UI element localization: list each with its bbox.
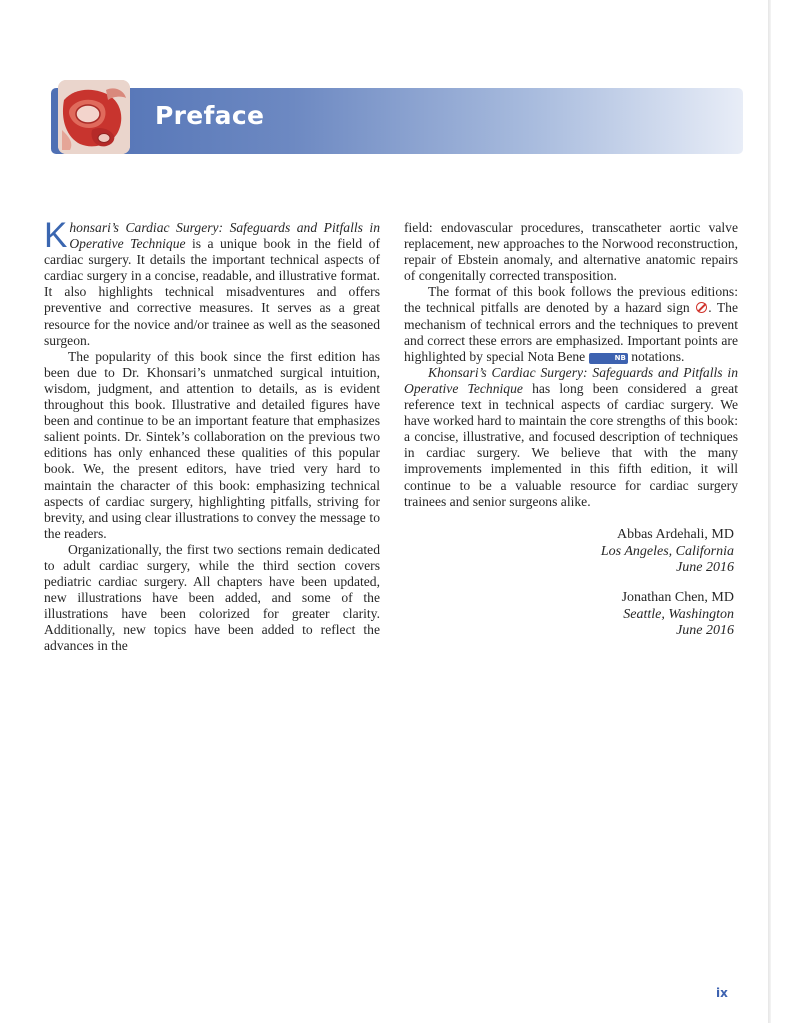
- signature-name: Jonathan Chen, MD: [621, 590, 734, 605]
- paragraph: [404, 365, 738, 510]
- signature-date: June 2016: [676, 560, 734, 575]
- paragraph-text: . The mechanism of technical errors and the techniques to prevent and correct these errors are emphasized. Important points are highlighted by special Nota Bene: [404, 300, 739, 364]
- book-title-italic: honsari’s Cardiac Surgery: Safeguards and Pitfalls in Operative Technique: [69, 220, 380, 252]
- signature-date: June 2016: [676, 623, 734, 638]
- signature-block: [622, 590, 734, 640]
- signature-place: Seattle, Washington: [623, 606, 734, 622]
- paragraph: The popularity of this book since the first edition has been due to Dr. Khonsari’s unmatched surgical intuition, wisdom, judgment, and attention to details, as is evident throughout this book. Illustrative and detailed figures have been and continue to be an important feature that emphasizes salient points. Dr. Sintek’s collaboration on the previous two editions has only enhanced these qualities of this popular book. We, the present editors, have tried very hard to maintain the character of this book: emphasizing technical aspects of cardiac surgery, highlighting pitfalls, striving for brevity, and using clear illustrations to convey the message to the readers.: [44, 348, 380, 541]
- book-title-italic: Khonsari’s Cardiac Surgery: Safeguards and Pitfalls in Operative Technique: [404, 364, 738, 396]
- dropcap-letter: K: [44, 216, 68, 255]
- paragraph: Organizationally, the first two sections remain dedicated to adult cardiac surgery, while the third section covers pediatric cardiac surgery. All chapters have been updated, new illustrations have been added, and some of the illustrations have been colorized for greater clarity. Additionally, new topics have been added to reflect the advances in the: [44, 541, 380, 654]
- page-number: ix: [716, 986, 728, 1000]
- signature-block: [601, 527, 734, 577]
- paragraph-text: has long been considered a great reference text in technical aspects of cardiac surgery. We have worked hard to maintain the core strengths of this book: a concise, illustrative, and focused description of techniques in cardiac surgery. We believe that with the many improvements implemented in this fifth edition, it will continue to be a valuable resource for cardiac surgery trainees and senior surgeons alike.: [404, 380, 738, 509]
- right-text-column: [404, 220, 738, 510]
- paragraph: [44, 216, 380, 349]
- left-text-column: [44, 216, 380, 655]
- page-title: Preface: [155, 101, 265, 130]
- signature-place: Los Angeles, California: [600, 543, 734, 559]
- paragraph-text: The format of this book follows the previous editions: the technical pitfalls are denoted by a hazard sign: [404, 284, 738, 316]
- hazard-sign-icon: [696, 302, 707, 313]
- nota-bene-icon: NB: [589, 353, 628, 364]
- paragraph-text: notations.: [627, 348, 685, 364]
- paragraph: field: endovascular procedures, transcatheter aortic valve replacement, new approaches to the Norwood reconstruction, repair of Ebstein anomaly, and alternative anatomic repairs of congenitally corrected transposition.: [404, 220, 738, 284]
- heart-illustration-icon: [58, 80, 130, 154]
- page-edge-shadow: [768, 0, 771, 1023]
- signature-name: Abbas Ardehali, MD: [616, 527, 734, 542]
- paragraph-text: is a unique book in the field of cardiac surgery. It details the important technical aspects of cardiac surgery in a concise, readable, and illustrative format. It also highlights technical misadventures and offers preventive and corrective measures. It serves as a great resource for the novice and/or trainee as well as the seasoned surgeon.: [44, 236, 380, 348]
- paragraph: [404, 284, 738, 364]
